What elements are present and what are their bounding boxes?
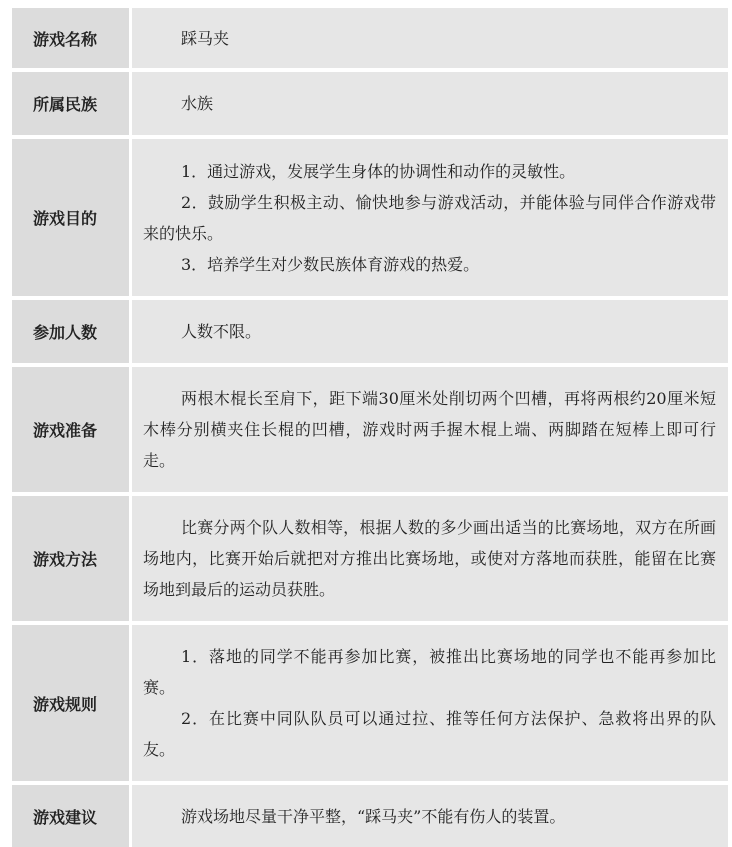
row-label: 所属民族 bbox=[12, 72, 132, 135]
content-paragraph: 1．通过游戏，发展学生身体的协调性和动作的灵敏性。 bbox=[181, 161, 576, 181]
content-paragraph: 2．鼓励学生积极主动、愉快地参与游戏活动，并能体验与同伴合作游戏带来的快乐。 bbox=[143, 192, 716, 243]
game-info-table bbox=[12, 8, 728, 847]
row-rules bbox=[12, 625, 728, 785]
row-method bbox=[12, 496, 728, 625]
row-content bbox=[132, 72, 728, 135]
row-ethnic-group bbox=[12, 72, 728, 139]
row-label: 游戏规则 bbox=[12, 625, 132, 781]
row-game-purpose bbox=[12, 139, 728, 300]
row-content bbox=[132, 785, 728, 847]
row-participants bbox=[12, 300, 728, 367]
row-content bbox=[132, 300, 728, 363]
row-content bbox=[132, 139, 728, 296]
row-label: 游戏准备 bbox=[12, 367, 132, 492]
content-paragraph: 人数不限。 bbox=[181, 322, 262, 341]
row-content bbox=[132, 367, 728, 492]
content-paragraph: 两根木棍长至肩下，距下端30厘米处削切两个凹槽，再将两根约20厘米短木棒分别横夹住长棍的凹槽，游戏时两手握木棍上端、两脚踏在短棒上即可行走。 bbox=[143, 389, 716, 470]
row-label: 参加人数 bbox=[12, 300, 132, 363]
row-game-name bbox=[12, 8, 728, 72]
content-paragraph: 比赛分两个队人数相等，根据人数的多少画出适当的比赛场地，双方在所画场地内，比赛开始后就把对方推出比赛场地，或使对方落地而获胜，能留在比赛场地到最后的运动员获胜。 bbox=[143, 518, 716, 599]
row-suggestions bbox=[12, 785, 728, 847]
row-content bbox=[132, 625, 728, 781]
row-content bbox=[132, 496, 728, 621]
row-content bbox=[132, 8, 728, 68]
content-paragraph: 水族 bbox=[181, 94, 214, 113]
row-preparation bbox=[12, 367, 728, 496]
row-label: 游戏名称 bbox=[12, 8, 132, 68]
content-paragraph: 2．在比赛中同队队员可以通过拉、推等任何方法保护、急救将出界的队友。 bbox=[143, 709, 716, 759]
row-label: 游戏目的 bbox=[12, 139, 132, 296]
content-paragraph: 游戏场地尽量干净平整，“踩马夹”不能有伤人的装置。 bbox=[181, 806, 566, 826]
content-paragraph: 踩马夹 bbox=[181, 28, 230, 48]
content-paragraph: 1．落地的同学不能再参加比赛，被推出比赛场地的同学也不能再参加比赛。 bbox=[143, 647, 716, 697]
row-label: 游戏建议 bbox=[12, 785, 132, 847]
content-paragraph: 3．培养学生对少数民族体育游戏的热爱。 bbox=[181, 254, 480, 274]
row-label: 游戏方法 bbox=[12, 496, 132, 621]
